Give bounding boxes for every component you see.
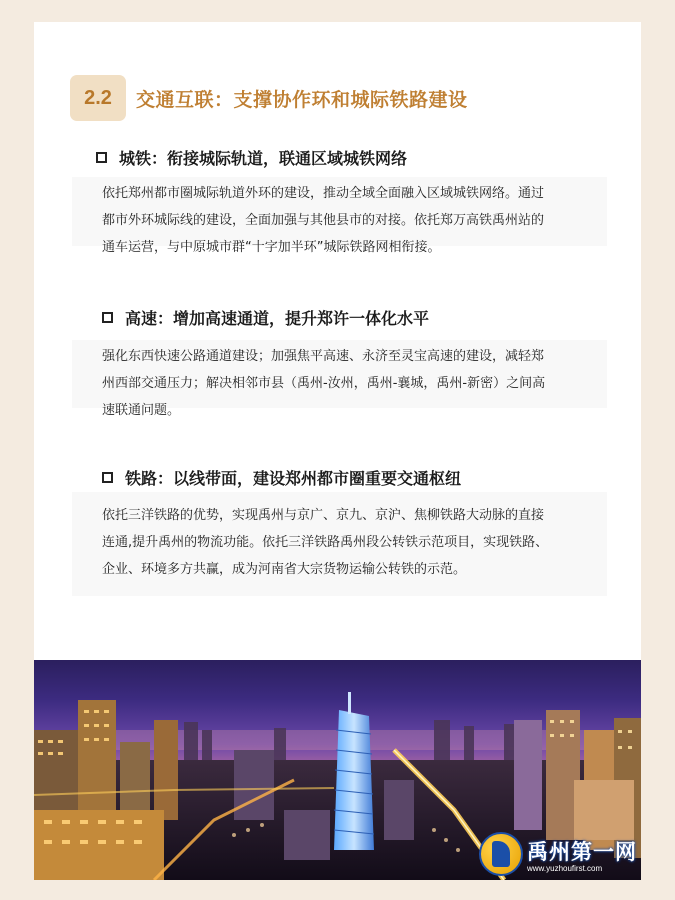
paragraph-line: 通车运营，与中原城市群“十字加半环”城际铁路网相衔接。 bbox=[102, 240, 441, 255]
document-page bbox=[34, 22, 641, 880]
section-number: 2.2 bbox=[70, 75, 126, 121]
paragraph-line: 强化东西快速公路通道建设；加强焦平高速、永济至灵宝高速的建设，减轻郑 bbox=[102, 349, 545, 364]
watermark-emblem-icon bbox=[479, 832, 523, 876]
checkbox-icon bbox=[96, 152, 107, 163]
subsection-paragraph-expressway bbox=[72, 340, 607, 418]
subsection-heading-text: 城铁：衔接城际轨道，联通区域城铁网络 bbox=[119, 149, 408, 168]
subsection-heading-railway bbox=[102, 466, 461, 489]
city-night-photo bbox=[34, 660, 641, 880]
section-header bbox=[70, 75, 468, 121]
paragraph-line: 速联通问题。 bbox=[102, 403, 181, 418]
subsection-paragraph-railway bbox=[72, 492, 607, 596]
paragraph-line: 州西部交通压力；解决相邻市县（禹州-汝州，禹州-襄城，禹州-新密）之间高 bbox=[102, 376, 546, 391]
checkbox-icon bbox=[102, 312, 113, 323]
subsection-paragraph-intercity-rail bbox=[72, 177, 607, 255]
subsection-heading-text: 铁路：以线带面，建设郑州都市圈重要交通枢纽 bbox=[125, 469, 462, 488]
watermark-url: www.yuzhoufirst.com bbox=[527, 863, 603, 873]
checkbox-icon bbox=[102, 472, 113, 483]
paragraph-line: 依托郑州都市圈城际轨道外环的建设，推动全域全面融入区域城铁网络。通过 bbox=[102, 186, 545, 201]
site-watermark-logo bbox=[479, 832, 637, 876]
paragraph-line: 企业、环境多方共赢，成为河南省大宗货物运输公转铁的示范。 bbox=[102, 562, 467, 577]
watermark-name: 禹州第一网 bbox=[527, 839, 637, 864]
paragraph-line: 连通,提升禹州的物流功能。依托三洋铁路禹州段公转铁示范项目，实现铁路、 bbox=[102, 535, 549, 550]
paragraph-line: 都市外环城际线的建设，全面加强与其他县市的对接。依托郑万高铁禹州站的 bbox=[102, 213, 545, 228]
section-title: 交通互联：支撑协作环和城际铁路建设 bbox=[136, 88, 468, 111]
subsection-heading-intercity-rail bbox=[96, 146, 407, 169]
subsection-heading-expressway bbox=[102, 306, 429, 329]
paragraph-line: 依托三洋铁路的优势，实现禹州与京广、京九、京沪、焦柳铁路大动脉的直接 bbox=[102, 508, 545, 523]
subsection-heading-text: 高速：增加高速通道，提升郑许一体化水平 bbox=[125, 309, 430, 328]
